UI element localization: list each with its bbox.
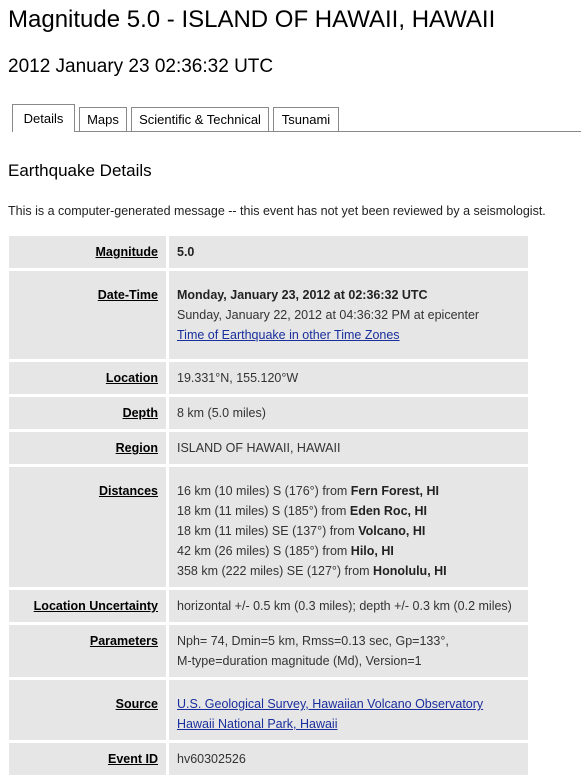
earthquake-details-table bbox=[9, 233, 528, 778]
location-value: 19.331°N, 155.120°W bbox=[169, 362, 528, 394]
parameters-line-2: M-type=duration magnitude (Md), Version=1 bbox=[177, 654, 422, 668]
depth-value: 8 km (5.0 miles) bbox=[169, 397, 528, 429]
region-value: ISLAND OF HAWAII, HAWAII bbox=[169, 432, 528, 464]
row-region bbox=[9, 432, 528, 464]
section-heading: Earthquake Details bbox=[8, 161, 152, 180]
timezones-link[interactable]: Time of Earthquake in other Time Zones bbox=[177, 328, 400, 342]
distance-item: 16 km (10 miles) S (176°) from Fern Forest, HI bbox=[177, 484, 440, 498]
distance-item: 358 km (222 miles) SE (127°) from Honolulu, HI bbox=[177, 564, 447, 578]
depth-label[interactable]: Depth bbox=[122, 406, 158, 420]
datetime-utc: Monday, January 23, 2012 at 02:36:32 UTC bbox=[177, 288, 428, 302]
row-event-id bbox=[9, 743, 528, 775]
distance-item: 18 km (11 miles) SE (137°) from Volcano, HI bbox=[177, 524, 426, 538]
row-depth bbox=[9, 397, 528, 429]
distances-label[interactable]: Distances bbox=[98, 484, 158, 498]
page-title: Magnitude 5.0 - ISLAND OF HAWAII, HAWAII bbox=[8, 6, 496, 33]
row-location bbox=[9, 362, 528, 394]
source-label[interactable]: Source bbox=[115, 697, 158, 711]
review-notice: This is a computer-generated message -- this event has not yet been reviewed by a seismologist. bbox=[8, 204, 546, 218]
source-link-hawaii-park[interactable]: Hawaii National Park, Hawaii bbox=[177, 717, 338, 731]
tab-scientific-technical[interactable]: Scientific & Technical bbox=[131, 107, 269, 131]
region-label[interactable]: Region bbox=[115, 441, 158, 455]
source-link-usgs[interactable]: U.S. Geological Survey, Hawaiian Volcano Observatory bbox=[177, 697, 484, 711]
tab-bar bbox=[0, 106, 581, 132]
uncertainty-label[interactable]: Location Uncertainty bbox=[33, 599, 158, 613]
tab-maps[interactable]: Maps bbox=[79, 107, 127, 131]
event-id-value: hv60302526 bbox=[169, 743, 528, 775]
row-location-uncertainty bbox=[9, 590, 528, 622]
datetime-label[interactable]: Date-Time bbox=[97, 288, 158, 302]
parameters-line-1: Nph= 74, Dmin=5 km, Rmss=0.13 sec, Gp=133°, bbox=[177, 634, 449, 648]
magnitude-label[interactable]: Magnitude bbox=[95, 245, 158, 259]
tab-details[interactable]: Details bbox=[12, 104, 75, 132]
tab-tsunami[interactable]: Tsunami bbox=[273, 107, 339, 131]
distance-item: 18 km (11 miles) S (185°) from Eden Roc, HI bbox=[177, 504, 427, 518]
row-distances bbox=[9, 467, 528, 587]
uncertainty-value: horizontal +/- 0.5 km (0.3 miles); depth +/- 0.3 km (0.2 miles) bbox=[169, 590, 528, 622]
row-datetime bbox=[9, 271, 528, 359]
row-magnitude bbox=[9, 236, 528, 268]
datetime-local: Sunday, January 22, 2012 at 04:36:32 PM at epicenter bbox=[177, 308, 480, 322]
magnitude-value: 5.0 bbox=[177, 245, 195, 259]
distance-item: 42 km (26 miles) S (185°) from Hilo, HI bbox=[177, 544, 394, 558]
row-parameters bbox=[9, 625, 528, 677]
location-label[interactable]: Location bbox=[105, 371, 158, 385]
page-subtitle: 2012 January 23 02:36:32 UTC bbox=[8, 56, 274, 77]
row-source bbox=[9, 680, 528, 740]
parameters-label[interactable]: Parameters bbox=[89, 634, 158, 648]
event-id-label[interactable]: Event ID bbox=[107, 752, 158, 766]
